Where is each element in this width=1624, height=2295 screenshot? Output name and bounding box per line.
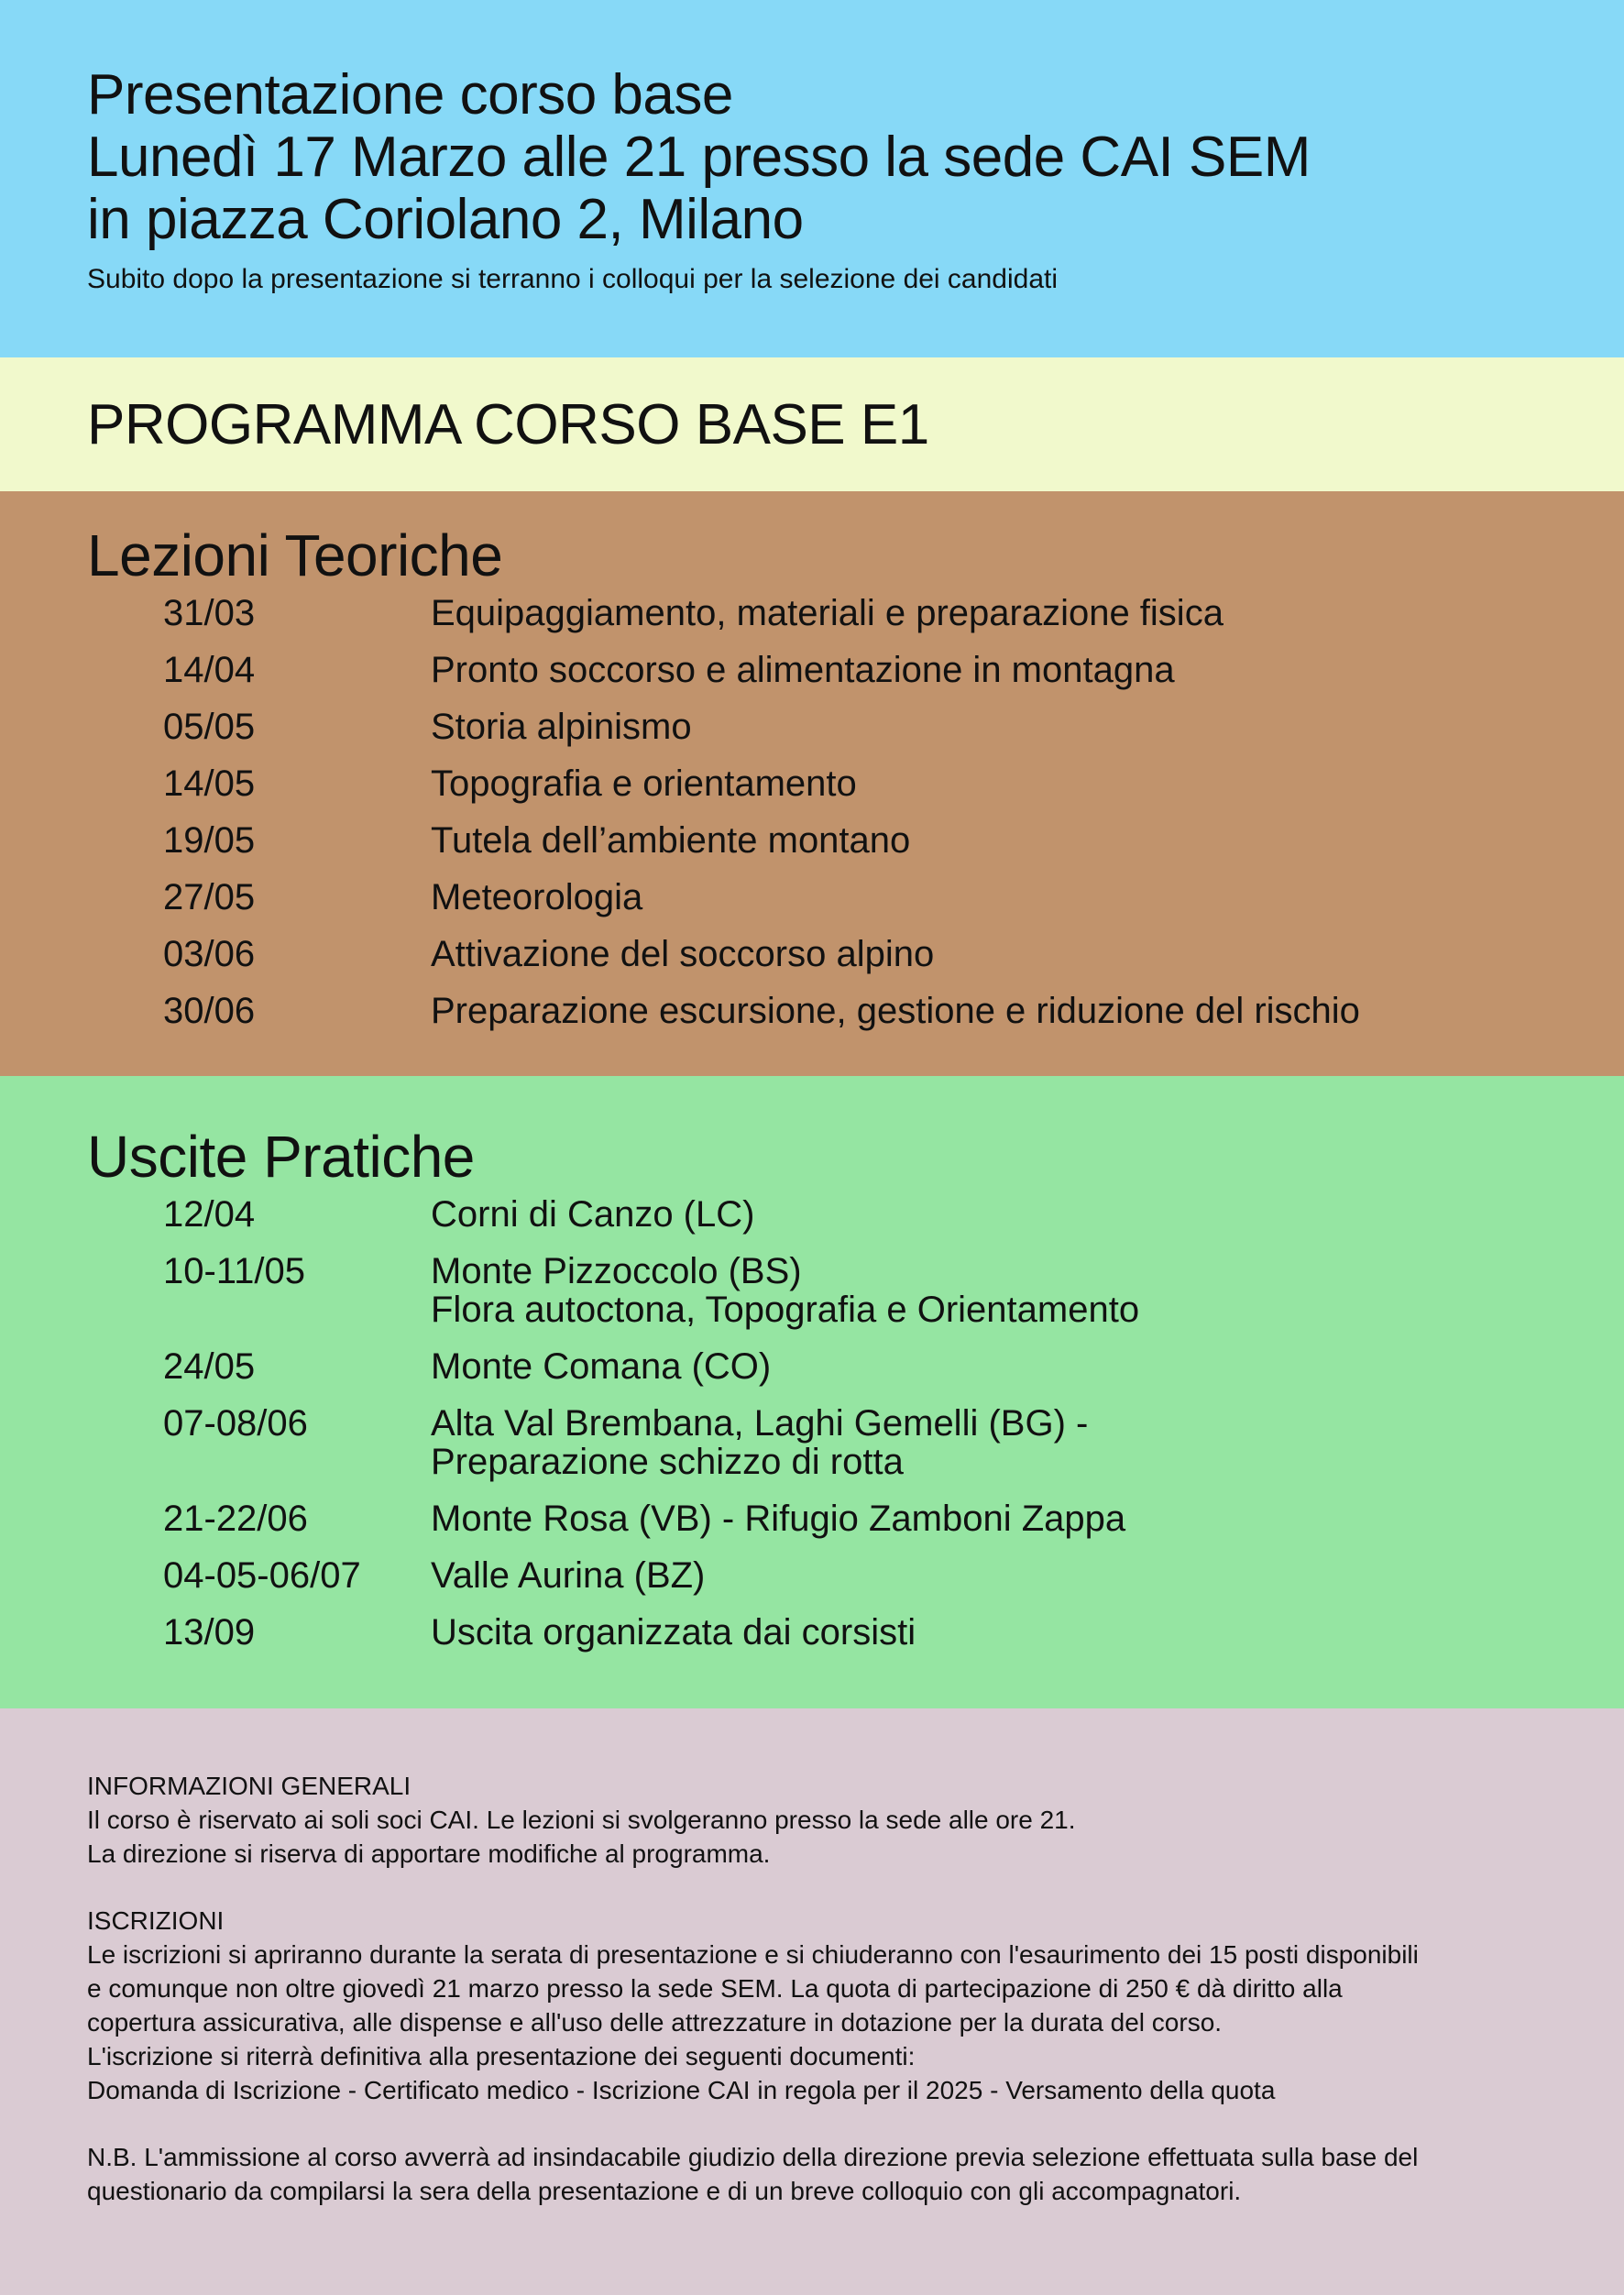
practice-row-text: Monte Comana (CO) [431, 1346, 772, 1387]
registration-line: L'iscrizione si riterrà definitiva alla presentazione dei seguenti documenti: [87, 2042, 916, 2070]
header-title-line-2: Lunedì 17 Marzo alle 21 presso la sede CAI SEM [87, 126, 1311, 189]
registration-title: ISCRIZIONI [87, 1906, 225, 1935]
theory-row-text: Meteorologia [431, 877, 643, 917]
theory-row-text: Storia alpinismo [431, 707, 692, 747]
practice-row-date: 21-22/06 [163, 1499, 308, 1539]
header-subtitle: Subito dopo la presentazione si terranno i colloqui per la selezione dei candidati [87, 264, 1059, 294]
practice-row-text: Alta Val Brembana, Laghi Gemelli (BG) - [431, 1403, 1089, 1444]
theory-row-text: Topografia e orientamento [431, 763, 857, 804]
general-info-line: La direzione si riserva di apportare modifiche al programma. [87, 1839, 771, 1868]
theory-row-date: 27/05 [163, 877, 256, 917]
registration-line: copertura assicurativa, alle dispense e all'uso delle attrezzature in dotazione per la durata del corso. [87, 2008, 1223, 2037]
practice-row-text: Valle Aurina (BZ) [431, 1555, 706, 1596]
header-title-line-1: Presentazione corso base [87, 63, 733, 126]
practice-section [0, 1076, 1624, 1708]
practice-list [87, 1195, 1624, 1652]
theory-row [87, 821, 1624, 860]
practice-row [87, 1556, 1624, 1595]
info-section [0, 1708, 1624, 2295]
theory-row [87, 708, 1624, 746]
theory-row-text: Pronto soccorso e alimentazione in montagna [431, 650, 1175, 690]
registration-line: e comunque non oltre giovedì 21 marzo presso la sede SEM. La quota di partecipazione di 250 € dà diritto alla [87, 1974, 1343, 2003]
program-title: PROGRAMMA CORSO BASE E1 [87, 392, 929, 456]
practice-row-date: 13/09 [163, 1612, 256, 1653]
theory-row-date: 30/06 [163, 991, 256, 1031]
theory-row-text: Tutela dell’ambiente montano [431, 820, 911, 861]
practice-row [87, 1499, 1624, 1538]
theory-row [87, 594, 1624, 632]
practice-row-date: 04-05-06/07 [163, 1555, 361, 1596]
theory-row-date: 14/04 [163, 650, 256, 690]
theory-row [87, 935, 1624, 973]
theory-row [87, 878, 1624, 917]
practice-row [87, 1252, 1624, 1329]
general-info-title: INFORMAZIONI GENERALI [87, 1772, 411, 1800]
practice-row [87, 1195, 1624, 1234]
nb-line: questionario da compilarsi la sera della presentazione e di un breve colloquio con gli accompagnatori. [87, 2177, 1242, 2205]
registration-line: Domanda di Iscrizione - Certificato medico - Iscrizione CAI in regola per il 2025 - Versamento della quota [87, 2076, 1276, 2104]
theory-row-text: Equipaggiamento, materiali e preparazione fisica [431, 593, 1223, 633]
practice-row [87, 1347, 1624, 1386]
theory-list [87, 594, 1624, 1030]
practice-row [87, 1404, 1624, 1481]
practice-row [87, 1613, 1624, 1652]
theory-title: Lezioni Teoriche [87, 522, 503, 588]
general-info-line: Il corso è riservato ai soli soci CAI. Le lezioni si svolgeranno presso la sede alle ore 21. [87, 1806, 1076, 1834]
theory-row-text: Preparazione escursione, gestione e riduzione del rischio [431, 991, 1360, 1031]
header-title-line-3: in piazza Coriolano 2, Milano [87, 188, 804, 251]
practice-row-subtext: Preparazione schizzo di rotta [431, 1442, 904, 1482]
theory-row-text: Attivazione del soccorso alpino [431, 934, 935, 974]
theory-section [0, 491, 1624, 1076]
practice-row-date: 12/04 [163, 1194, 256, 1235]
theory-row-date: 19/05 [163, 820, 256, 861]
practice-title: Uscite Pratiche [87, 1124, 475, 1190]
practice-row-text: Monte Pizzoccolo (BS) [431, 1251, 802, 1291]
practice-row-subtext: Flora autoctona, Topografia e Orientamento [431, 1290, 1140, 1330]
theory-row-date: 14/05 [163, 763, 256, 804]
theory-row-date: 31/03 [163, 593, 256, 633]
practice-row-text: Uscita organizzata dai corsisti [431, 1612, 916, 1653]
theory-row-date: 03/06 [163, 934, 256, 974]
practice-row-date: 24/05 [163, 1346, 256, 1387]
program-band [0, 357, 1624, 491]
practice-row-text: Corni di Canzo (LC) [431, 1194, 755, 1235]
theory-row [87, 992, 1624, 1030]
header-band [0, 0, 1624, 357]
practice-row-date: 07-08/06 [163, 1403, 308, 1444]
theory-row-date: 05/05 [163, 707, 256, 747]
nb-line: N.B. L'ammissione al corso avverrà ad insindacabile giudizio della direzione previa selezione effettuata sulla base del [87, 2143, 1419, 2171]
registration-line: Le iscrizioni si apriranno durante la serata di presentazione e si chiuderanno con l'esaurimento dei 15 posti disponibili [87, 1940, 1419, 1969]
theory-row [87, 764, 1624, 803]
practice-row-date: 10-11/05 [163, 1251, 305, 1291]
practice-row-text: Monte Rosa (VB) - Rifugio Zamboni Zappa [431, 1499, 1126, 1539]
theory-row [87, 651, 1624, 689]
